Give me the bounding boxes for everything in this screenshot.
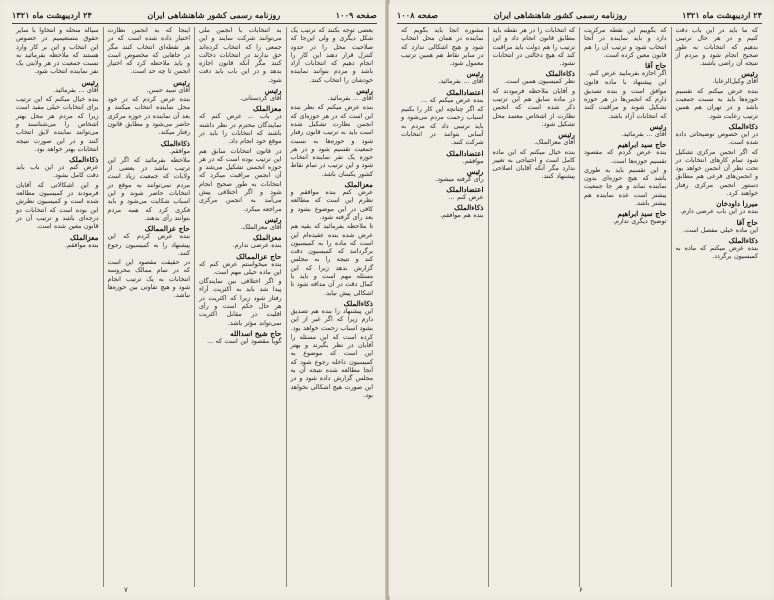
paragraph: بنده خیال میکنم که این ماده کامل است و احتیاجی به تغییر ندارد مگر آنکه آقایان اصلاحی پیشنهاد کنند. [492,148,575,181]
paragraph: آقای کردستانی. [240,95,282,103]
speaker-name: رئیس [741,69,758,79]
right-page-column-3 [488,27,580,587]
left-page-header [12,8,377,24]
paragraph: عرض کنم ... [448,194,484,202]
speaker-name: ذکاءالملک [545,69,575,79]
speaker-name: حاج سید ابراهیم [617,209,667,219]
paragraph: کرده است که این مسئله را آقایان در نظر بگیرند و بهتر این است که موضوع به کمیسیون داخله رجوع شود که آنجا مطالعه شده نتیجه آن به مجلس گزارش داده شود و در این صورت هیچ اشکالی نخواهد بود. [290,333,373,399]
left-folio: ۷ [124,586,128,594]
right-page-column-1 [671,27,763,587]
paragraph: بنده در این باب عرضی دارم. [680,208,758,216]
paragraph: موافقم. [169,147,190,155]
left-page-column-4 [12,27,103,587]
paragraph: گویا مقصود این است که ... [207,337,282,345]
paragraph: بنده عرض میکنم که نظر بنده این است که در هر حوزه‌ای که انجمن نظارت تشکیل شده است باید به ترتیب قانون رفتار شود و حوزه‌ها به نسبت جمعیت تقسیم شود و در هر حوزه یک نفر نماینده انتخاب شود و این ترتیب در تمام نقاط کشور یکسان باشد. [290,104,373,178]
paragraph: آقای وکیل‌الرعایا. [712,78,758,86]
left-page-column-3 [103,27,195,587]
left-publication-title: روزنامه رسمی کشور شاهنشاهی ایران [147,10,281,20]
left-page-column-2 [194,27,286,587]
paragraph: این پیشنهاد را بنده هم تصدیق دارم زیرا که اگر غیر از این بشود اسباب زحمت خواهد بود. [290,307,373,332]
paragraph: اینجا که به انجمن نظارت اختیار داده شده است که در هر نقطه‌ای انتخاب کنند مگر در جاهایی که مخصوص است و باید ملاحظه کرد که اختیار انجمن تا چه حد است. [107,27,190,76]
paragraph: در باب ... عرض کنم که نمایندگان محترم در نظر داشته باشند که انتخابات را باید در موقع خود انجام داد. [199,113,282,146]
paragraph: به انتخابات با انجمن ملی می‌توانند شرکت نمایند و این جمعی را که انتخاب کرده‌اند حق ندارند در انتخابات دخالت کنند مگر آنکه قانون اجازه بدهد و در این باب باید دقت شود. [199,27,282,84]
left-page [4,4,386,596]
right-page-column-4 [397,27,488,587]
paragraph: و اگر اختلافی بین نمایندگان پیدا شد باید به اکثریت آراء رفتار شود زیرا که اکثریت در هر حال حکم است و رأی اقلیت در مقابل اکثریت نمی‌تواند مؤثر باشد. [199,278,282,327]
speaker-name: ذکاءالملک [343,298,373,308]
paragraph: مشوره آنجا باید بگویم که نماینده در همان محل انتخاب شود و هیچ اشکالی ندارد که در سایر نقاط هم همین ترتیب معمول شود. [401,27,484,68]
speaker-name: حاج شیخ اسدالله [230,328,282,338]
paragraph: بنده میخواستم عرض کنم که این ماده خیلی مهم است. [199,260,282,276]
paragraph: سیاله منحله و انتخاوا با سایر حقوق متمتعیمیم در خصوص این انتخاب و این بر کار وارد هستند که ملاحظه بفرمائید به نسبت جمعیت در هر ولایتی یک نفر نماینده انتخاب شود. [16,27,99,76]
speaker-name: ذکاءالملک [728,121,758,131]
paragraph: این پیشنهاد با ماده قانون موافق است و بنده تصدیق دارم که انجمن‌ها در هر حوزه تشکیل شوند و مراقبت کنند که انتخابات آزاد باشد. [584,79,667,120]
speaker-name: میرزا داودخان [716,199,758,209]
speaker-name: رئیس [173,77,190,87]
paragraph: و این اشکالاتی که آقایان فرمودند در کمیسیون مطالعه شده است و کمیسیون نظرش این بوده است که انتخابات دو درجه‌ای باشد و ترتیب آن در قانون معین شده است. [16,181,99,231]
paragraph: بنده هم موافقم. [439,212,484,220]
speaker-name: معزالملک [344,180,373,190]
speaker-name: معزالملک [70,232,99,242]
paragraph: و آقایان ملاحظه فرمودند که در ماده سابق هم این ترتیب ذکر شده است که انجمن نظارت از اشخاص معتمد محل تشکیل شود. [492,87,575,128]
speaker-name: ذکاءالملک [160,138,190,148]
left-page-date: ۲۴ اردیبهشت ماه ۱۳۲۱ [12,10,92,20]
speaker-name: ذکاءالملک [69,155,99,165]
paragraph: در حقیقت مقصود این است که در تمام ممالک محروسه انتخابات به یک ترتیب انجام شود و هیچ تفاوتی بین حوزه‌ها نباشد. [107,259,190,300]
right-page-number: صفحه ۱۰۰۸ [397,10,439,20]
paragraph: بنده عرض میکنم که ماده به کمیسیون برگردد. [675,244,758,261]
speaker-name: معزالملک [253,104,282,114]
right-page [388,4,770,596]
paragraph: آقای ... بفرمائید. [53,86,99,94]
right-page-header [397,8,762,24]
speaker-name: رئیس [466,166,484,176]
left-columns [12,27,377,587]
paragraph: آقای ... بفرمائید. [327,95,373,103]
paragraph: بنده خیال میکنم که این ترتیب برای انتخابات خیلی مفید است زیرا که مردم هر محل بهتر اشخاص را می‌شناسند و می‌توانند نماینده لایق انتخاب کنند و در این صورت نتیجه انتخابات بهتر خواهد بود. [16,96,99,153]
paragraph: که اگر چنانچه این کار را بکنیم اسباب زحمت مردم می‌شود و باید ترتیبی داد که مردم به آسانی بتوانند در انتخابات شرکت کنند. [401,106,484,147]
paragraph: نظر کمیسیون همین است. [504,78,575,86]
paragraph: آقای ... بفرمائید. [621,130,667,138]
paragraph: که انتخابات را در هر نقطه باید مطابق قانون انجام داد و این ترتیب را هم دولت باید مراقبت کند که هیچ دخالتی در انتخابات نشود. [492,27,575,68]
left-page-column-1 [286,27,378,587]
speaker-name: ذکاءالملک [728,235,758,245]
speaker-name: معزالملک [253,233,282,243]
right-page-date: ۲۴ اردیبهشت ماه ۱۳۲۱ [682,10,762,20]
paragraph: بنده موافقم. [64,241,99,249]
paragraph: که ما باید در این باب دقت کنیم و در هر حال ترتیبی بدهیم که انتخابات به طور صحیح انجام شود و مردم از نتیجه آن راضی باشند. [675,27,758,68]
paragraph: توضیح دیگری ندارم. [612,218,667,226]
paragraph: بنده عرضی ندارم. [232,242,282,250]
paragraph: در این خصوص توضیحاتی داده شده است. [675,130,758,147]
speaker-name: رئیس [466,69,484,79]
speaker-name: رئیس [264,214,282,224]
paragraph: بنده عرض کردم که در خود محل نماینده انتخاب میکنند و بعد آن نماینده در حوزه مرکزی حاضر می‌شود و مطابق قانون رفتار میکند. [107,96,190,137]
paragraph: این ماده خیلی مفصل است. [683,226,758,234]
paragraph: عرض کنم در این باب باید دقت کامل بشود. [16,164,99,180]
paragraph: آقای معزالملک. [533,139,575,147]
right-columns [397,27,762,587]
speaker-name: رئیس [558,130,575,140]
paragraph: که اگر انجمن مرکزی تشکیل شود تمام کارهای انتخابات در تحت نظر آن انجمن خواهد بود و انجمن‌های فرعی هم مطابق دستور انجمن مرکزی رفتار خواهند کرد. [675,148,758,198]
speaker-name: اعتضادالملک [446,148,484,158]
right-page-column-2 [579,27,671,587]
paragraph: بنده عرض کردم که این پیشنهاد را به کمیسیون رجوع کنند. [107,233,190,257]
paragraph: و این تقسیم باید به طوری باشد که هیچ حوزه‌ای بدون نماینده نماند و هر جا جمعیت بیشتر است عده نماینده هم بیشتر باشد. [584,166,667,208]
paragraph: در قانون انتخابات سابق هم این ترتیب بوده است که در هر حوزه انجمنی تشکیل می‌شد و آن انجمن مراقبت میکرد که انتخابات به طور صحیح انجام شود و اگر اختلافی پیش می‌آمد به انجمن مرکزی مراجعه میکرد. [199,147,282,213]
paragraph: بنده عرض کردم که مقصود تقسیم حوزه‌ها است. [584,149,667,165]
speaker-name: حاج عزالممالک [236,251,282,261]
speaker-name: اعتضادالملک [446,185,484,195]
speaker-name: رئیس [649,121,667,131]
speaker-name: اعتضادالملک [446,87,484,97]
right-folio: ۶ [579,586,583,594]
speaker-name: رئیس [264,86,282,96]
paragraph: موافقم. [462,157,484,165]
speaker-name: حاج آقا [736,217,758,227]
paragraph: که بگوییم این نقطه مرکزیت دارد و باید نماینده در آنجا انتخاب شود و ترتیب آن را هم قانون معین کرده است. [584,27,667,59]
paragraph: آقای معزالملک. [240,223,282,231]
paragraph: آقای سید حسن. [146,86,190,94]
right-publication-title: روزنامه رسمی کشور شاهنشاهی ایران [493,10,627,20]
paragraph: عرض کنم بنده موافقم و نظرم این است که مطالعه کافی در این موضوع بشود و بعد رأی گرفته شود. [290,189,373,221]
paragraph: تا ملاحظه بفرمائید که بقیه هم عرض شده بنده عقیده‌ام این است که ماده را به کمیسیون برگردانند که کمیسیون دقت کند و نتیجه را به مجلس گزارش بدهد زیرا که این مسئله مهم است و باید با کمال دقت در آن مداقه شود تا اشکالی پیش نیاید. [290,223,373,297]
paragraph: اگر اجازه بفرمایید عرض کنم. [587,70,667,78]
paragraph: بعضی توجه بکنند که ترتیب یک شکل دیگری و ولی این‌جا که صلاحیت محل را در حدود کنترل قرار دهند این کار را انجام دهیم که انتخابات آزاد باشد و مردم بتوانند نماینده خودشان را انتخاب کنند. [290,27,373,84]
paragraph: ملاحظه بفرمائید که اگر این ترتیب نباشد در بعضی از ولایات که جمعیت زیاد است مردم نمی‌توانند به موقع در انتخابات حاضر شوند و این اسباب شکایت می‌شود و باید فکری کرد که همه مردم بتوانند رأی بدهند. [107,156,190,222]
speaker-name: حاج عزالممالک [144,224,190,234]
paragraph: رأی گرفته میشود. [435,175,484,183]
paragraph: بنده عرض میکنم که ... [421,96,484,104]
speaker-name: ذکاءالملک [454,203,484,213]
left-page-number: صفحه ۱۰۰۹ [335,10,377,20]
paragraph: آقای ... بفرمائید. [438,78,484,86]
speaker-name: حاج سید ابراهیم [617,140,667,150]
speaker-name: رئیس [356,86,373,96]
speaker-name: حاج آقا [645,61,667,71]
paragraph: بنده عرض میکنم که تقسیم حوزه‌ها باید به نسبت جمعیت باشد و در تهران هم همین ترتیب رعایت شود. [675,87,758,120]
speaker-name: رئیس [81,77,99,87]
